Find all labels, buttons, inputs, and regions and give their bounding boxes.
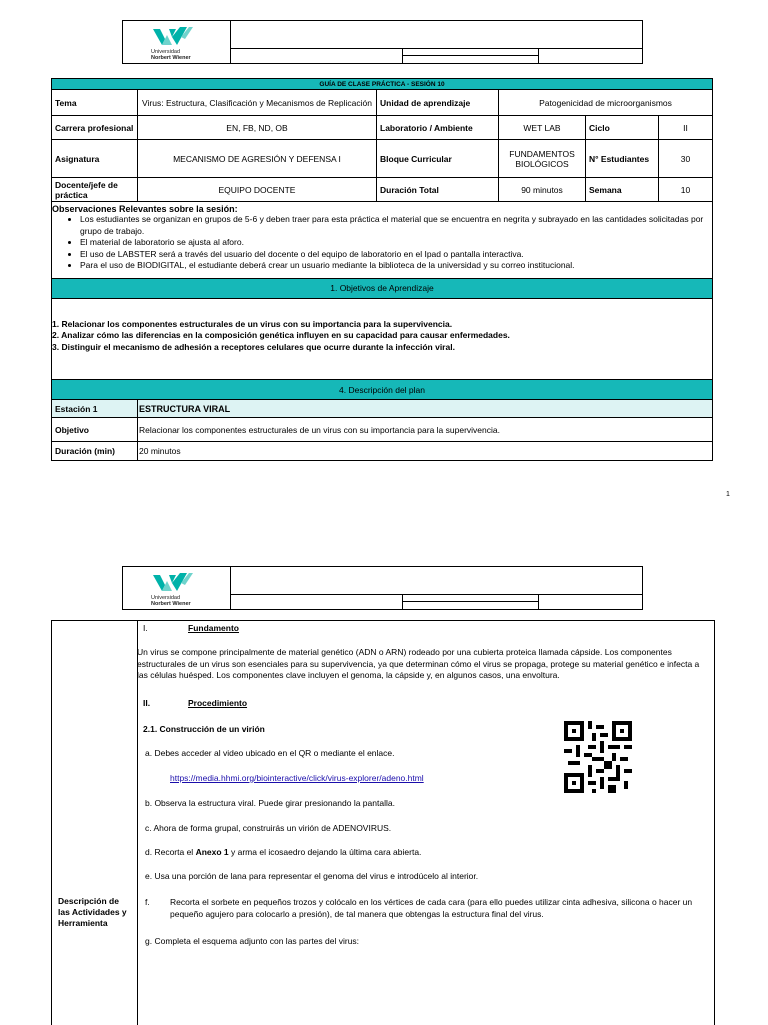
duracion-label: Duración Total: [377, 178, 499, 202]
docente-value: EQUIPO DOCENTE: [138, 178, 377, 202]
nest-label: N° Estudiantes: [586, 140, 659, 178]
tema-label: Tema: [52, 90, 138, 116]
university-logo: [123, 21, 231, 63]
bloque-value: FUNDAMENTOS BIOLÓGICOS: [499, 140, 586, 178]
step-g: g. Completa el esquema adjunto con las partes del virus:: [145, 936, 360, 946]
list-item: 3. Distinguir el mecanismo de adhesión a receptores celulares que ocurre durante la infección viral.: [52, 341, 455, 352]
logo-mark-icon: [153, 571, 193, 593]
step-f: Recorta el sorbete en pequeños trozos y colócalo en los vértices de cada cara (para ello puedes utilizar cinta adhesiva, silicona o hacer un pequeño agujero para colocarlo a presión), de tal manera que obtengas la estructura final del virus.: [170, 897, 693, 919]
activities-side-label: Descripción de las Actividades y Herramienta: [58, 896, 127, 928]
step-d: d. Recorta el Anexo 1 y arma el icosaedro dejando la última cara abierta.: [145, 847, 422, 857]
unidad-value: Patogenicidad de microorganismos: [499, 90, 713, 116]
tema-value: Virus: Estructura, Clasificación y Mecanismos de Replicación: [138, 90, 377, 116]
asignatura-label: Asignatura: [52, 140, 138, 178]
observaciones-title: Observaciones Relevantes sobre la sesión:: [52, 204, 238, 214]
docente-label: Docente/jefe de práctica: [52, 178, 138, 202]
page-header-2: [122, 566, 643, 610]
carrera-label: Carrera profesional: [52, 116, 138, 140]
session-info-table: [51, 78, 713, 461]
ciclo-value: II: [659, 116, 713, 140]
logo-line1: Universidad: [151, 595, 181, 601]
asignatura-value: MECANISMO DE AGRESIÓN Y DEFENSA I: [138, 140, 377, 178]
estacion-label: Estación 1: [52, 400, 138, 418]
fund-title: Fundamento: [188, 623, 239, 633]
bloque-label: Bloque Curricular: [377, 140, 499, 178]
list-item: • Los estudiantes se organizan en grupos de 5-6 y deben traer para esta práctica el material que se encuentra en negrita y subrayado en las cantidades solicitadas por grupo de trabajo.: [80, 214, 712, 237]
plan-title: 4. Descripción del plan: [52, 380, 713, 400]
step-f-label: f.: [145, 897, 150, 907]
page-header: [122, 20, 643, 64]
list-item: 2. Analizar cómo las diferencias en la composición genética influyen en su capacidad para causar enfermedades.: [52, 330, 510, 340]
activities-box: [51, 620, 715, 1025]
qr-code-icon: [564, 721, 632, 793]
list-item: • El material de laboratorio se ajusta al aforo.: [80, 237, 712, 249]
estacion-value: ESTRUCTURA VIRAL: [138, 400, 713, 418]
observaciones-cell: [52, 202, 713, 279]
sub-title: 2.1. Construcción de un virión: [143, 724, 265, 734]
session-title: GUÍA DE CLASE PRÁCTICA - SESIÓN 10: [52, 79, 713, 90]
proc-number: II.: [143, 698, 151, 708]
list-item: • El uso de LABSTER será a través del usuario del docente o del equipo de laboratorio en el Ipad o pantalla interactiva.: [80, 249, 712, 261]
step-c: c. Ahora de forma grupal, construirás un virión de ADENOVIRUS.: [145, 823, 392, 833]
semana-value: 10: [659, 178, 713, 202]
step-b: b. Observa la estructura viral. Puede girar presionando la pantalla.: [145, 798, 395, 808]
objetivos-title: 1. Objetivos de Aprendizaje: [52, 278, 713, 298]
university-logo-2: [123, 567, 231, 609]
unidad-label: Unidad de aprendizaje: [377, 90, 499, 116]
observaciones-list: [52, 214, 712, 272]
logo-line2: Norbert Wiener: [151, 55, 191, 61]
step-a: a. Debes acceder al video ubicado en el QR o mediante el enlace.: [145, 748, 395, 758]
page-number: 1: [726, 491, 730, 498]
list-item: • Para el uso de BIODIGITAL, el estudiante deberá crear un usuario mediante la biblioteca de la universidad y su correo institucional.: [80, 260, 712, 272]
nest-value: 30: [659, 140, 713, 178]
step-e: e. Usa una porción de lana para representar el genoma del virus e introdúcelo al interior.: [145, 871, 479, 881]
adeno-link[interactable]: https://media.hhmi.org/biointeractive/click/virus-explorer/adeno.html: [170, 773, 424, 783]
logo-mark-icon: [153, 25, 193, 47]
fund-number: I.: [143, 623, 148, 633]
logo-line1: Universidad: [151, 49, 181, 55]
logo-line2: Norbert Wiener: [151, 601, 191, 607]
list-item: 1. Relacionar los componentes estructurales de un virus con su importancia para la supervivencia.: [52, 318, 453, 329]
carrera-value: EN, FB, ND, OB: [138, 116, 377, 140]
lab-value: WET LAB: [499, 116, 586, 140]
semana-label: Semana: [586, 178, 659, 202]
objetivo-value: Relacionar los componentes estructurales de un virus con su importancia para la supervivencia.: [138, 418, 713, 442]
duracion-min-label: Duración (min): [52, 442, 138, 461]
objetivos-cell: [52, 298, 713, 380]
anexo-ref: Anexo 1: [195, 847, 229, 857]
duracion-min-value: 20 minutos: [138, 442, 713, 461]
lab-label: Laboratorio / Ambiente: [377, 116, 499, 140]
ciclo-label: Ciclo: [586, 116, 659, 140]
objetivo-label: Objetivo: [52, 418, 138, 442]
duracion-value: 90 minutos: [499, 178, 586, 202]
proc-title: Procedimiento: [188, 698, 248, 708]
fund-text: Un virus se compone principalmente de material genético (ADN o ARN) rodeado por una cubierta proteica llamada cápside. Los componentes estructurales de un virus son esenciales para su supervivencia, ya que determinan cómo el virus se propaga, protege su material genético e infecta a las células huésped. Los componentes clave incluyen el genoma, la cápside y, en algunos casos, una envoltura.: [137, 647, 700, 680]
